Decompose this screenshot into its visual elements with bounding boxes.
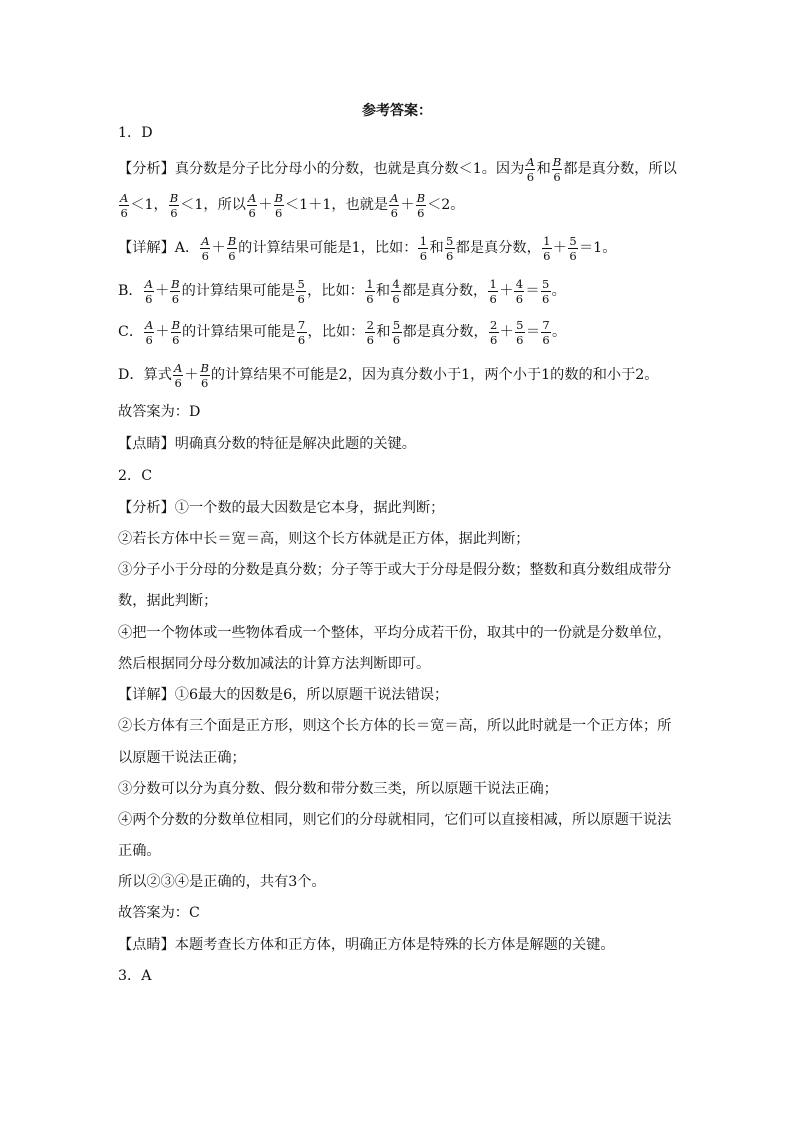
fraction: $\frac{4}{6}$ [515, 277, 524, 307]
q2-line: 【详解】①6最大的因数是6，所以原题干说法错误； [118, 687, 449, 703]
fraction: $\frac{5}{6}$ [392, 318, 401, 348]
text: ＜1，所以 [180, 197, 246, 214]
q1-comment: 【点睛】明确真分数的特征是解决此题的关键。 [118, 436, 416, 452]
fraction: $\frac{7}{6}$ [542, 318, 550, 348]
text: 【分析】真分数是分子比分母小的分数，也就是真分数＜1。因为 [118, 161, 525, 178]
fraction: $\frac{A}{6}$ [173, 361, 183, 391]
q2-line: ④把一个物体或一些物体看成一个整体，平均分成若干份，取其中的一份就是分数单位， [118, 625, 672, 641]
q2-line: 【分析】①一个数的最大因数是它本身，据此判断； [118, 500, 445, 516]
text: 和 [375, 283, 391, 300]
fraction: $\frac{B}{6}$ [227, 234, 237, 264]
plus-sign: ＋ [258, 197, 273, 214]
fraction: $\frac{B}{6}$ [169, 191, 179, 221]
fraction: $\frac{B}{6}$ [171, 277, 180, 307]
q1-answer: 故答案为：D [118, 404, 201, 420]
q3-number: 3．A [118, 968, 152, 984]
fraction: $\frac{A}{6}$ [390, 191, 399, 221]
fraction: $\frac{4}{6}$ [392, 277, 400, 307]
text: 。 [551, 283, 566, 300]
fraction: $\frac{A}{6}$ [144, 277, 153, 307]
plus-sign: ＋ [499, 283, 514, 300]
fraction: $\frac{B}{6}$ [274, 191, 283, 221]
page-title: 参考答案： [362, 103, 432, 119]
equals-sign: ＝ [525, 324, 541, 341]
fraction: $\frac{2}{6}$ [366, 318, 374, 348]
plus-sign: ＋ [499, 324, 514, 341]
fraction: $\frac{2}{6}$ [489, 318, 498, 348]
fraction: $\frac{1}{6}$ [543, 234, 551, 264]
q1-detail-c [118, 319, 566, 346]
text: D．算式 [118, 367, 172, 384]
fraction: $\frac{5}{6}$ [297, 277, 305, 307]
fraction: $\frac{B}{6}$ [171, 318, 181, 348]
plus-sign: ＋ [211, 240, 226, 257]
q2-line: ③分子小于分母的分数是真分数；分子等于或大于分母是假分数；整数和真分数组成带分 [118, 562, 672, 578]
q2-line: ②长方体有三个面是正方形，则这个长方体的长＝宽＝高，所以此时就是一个正方体；所 [118, 718, 672, 734]
text: 的计算结果不可能是2，因为真分数小于1，两个小于1的数的和小于2。 [210, 367, 659, 384]
text: 都是真分数， [455, 240, 541, 257]
q2-line: ④两个分数的分数单位相同，则它们的分母就相同，它们可以直接相减，所以原题干说法 [118, 812, 672, 828]
fraction: $\frac{A}{6}$ [120, 191, 129, 221]
fraction: $\frac{B}{6}$ [200, 361, 209, 391]
q2-line: 正确。 [118, 843, 161, 859]
q1-detail-a [118, 235, 616, 262]
q2-line: 故答案为：C [118, 905, 200, 921]
q1-detail-b [118, 278, 566, 305]
text: C． [118, 324, 144, 341]
q2-line: 所以②③④是正确的，共有3个。 [118, 874, 326, 890]
text: 都是真分数，所以 [563, 161, 677, 178]
q2-line: 数，据此判断； [118, 593, 218, 609]
q2-line: 【点睛】本题考查长方体和正方体，明确正方体是特殊的长方体是解题的关键。 [118, 937, 615, 953]
plus-sign: ＋ [155, 324, 170, 341]
q2-line: ②若长方体中长＝宽＝高，则这个长方体就是正方体，据此判断； [118, 531, 530, 547]
text: ，比如： [307, 324, 365, 341]
fraction: $\frac{A}{6}$ [526, 155, 535, 185]
fraction: $\frac{5}{6}$ [569, 234, 577, 264]
plus-sign: ＋ [552, 240, 567, 257]
plus-sign: ＋ [400, 197, 415, 214]
q2-number: 2．C [118, 468, 153, 484]
text: ＝1。 [578, 240, 617, 257]
text: B． [118, 283, 143, 300]
fraction: $\frac{B}{6}$ [416, 191, 426, 221]
text: 和 [536, 161, 551, 178]
plus-sign: ＋ [184, 367, 199, 384]
fraction: $\frac{5}{6}$ [516, 318, 524, 348]
text: ＜2。 [427, 197, 465, 214]
text: ＜1， [130, 197, 168, 214]
fraction: $\frac{A}{6}$ [145, 318, 154, 348]
text: 和 [429, 240, 444, 257]
fraction: $\frac{5}{6}$ [445, 234, 454, 264]
text: 和 [376, 324, 391, 341]
plus-sign: ＋ [154, 283, 170, 300]
q2-line: ③分数可以分为真分数、假分数和带分数三类，所以原题干说法正确； [118, 781, 558, 797]
q1-number: 1．D [118, 125, 153, 141]
text: 的计算结果可能是 [181, 283, 296, 300]
equals-sign: ＝ [525, 283, 540, 300]
text: 都是真分数， [402, 283, 488, 300]
fraction: $\frac{1}{6}$ [419, 234, 428, 264]
q2-line: 然后根据同分母分数加减法的计算方法判断即可。 [118, 656, 431, 672]
fraction: $\frac{7}{6}$ [297, 318, 306, 348]
q1-analysis-line1 [118, 156, 677, 183]
text: 都是真分数， [402, 324, 488, 341]
text: 的计算结果可能是1，比如： [238, 240, 418, 257]
q1-detail-d [118, 362, 658, 389]
q2-line: 以原题干说法正确； [118, 750, 246, 766]
fraction: $\frac{A}{6}$ [201, 234, 210, 264]
fraction: $\frac{A}{6}$ [247, 191, 257, 221]
fraction: $\frac{5}{6}$ [541, 277, 550, 307]
fraction: $\frac{1}{6}$ [489, 277, 497, 307]
text: ＜1＋1，也就是 [284, 197, 389, 214]
text: ，比如： [307, 283, 364, 300]
text: 的计算结果可能是 [182, 324, 296, 341]
text: 。 [552, 324, 567, 341]
fraction: $\frac{B}{6}$ [552, 155, 562, 185]
text: 【详解】A． [118, 240, 200, 257]
q1-analysis-line2 [118, 192, 464, 219]
fraction: $\frac{1}{6}$ [366, 277, 374, 307]
